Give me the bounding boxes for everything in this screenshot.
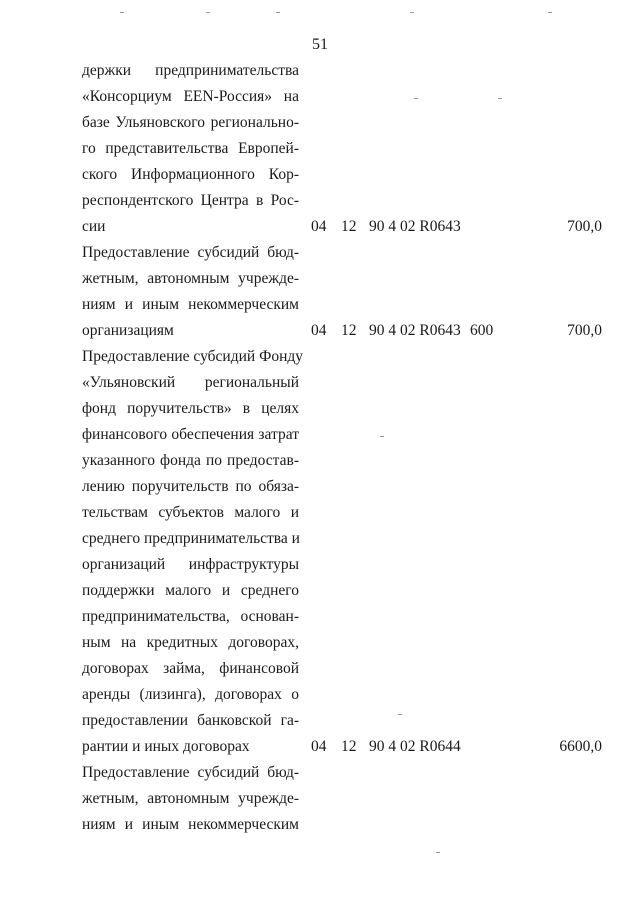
target-article-code: 90 4 02 R0644 [369,738,461,755]
description-line: предоставлении банковской га- [82,712,299,729]
description-line: жетным, автономным учрежде- [82,270,299,287]
scan-speck [410,12,414,13]
row-description [82,58,299,240]
scan-speck [398,714,402,715]
description-line: указанного фонда по предостав- [82,452,299,469]
description-line: организаций инфраструктуры [82,556,299,573]
table-row [82,58,602,240]
subsection-code: 12 [341,218,357,235]
description-line: ным на кредитных договорах, [82,634,299,651]
description-line: рантии и иных договорах [82,738,250,755]
scan-speck [414,98,418,99]
target-article-code: 90 4 02 R0643 [369,322,461,339]
subsection-code: 12 [341,738,357,755]
table-row [82,344,602,760]
description-line: организациям [82,322,174,339]
description-line: ниям и иным некоммерческим [82,816,299,833]
scan-speck [120,12,124,13]
scan-speck [436,852,440,853]
description-line: лению поручительств по обяза- [82,478,299,495]
amount: 700,0 [567,322,602,339]
description-line: сии [82,218,106,235]
scan-speck [548,12,552,13]
description-line: аренды (лизинга), договорах о [82,686,299,703]
section-code: 04 [311,322,327,339]
subsection-code: 12 [341,322,357,339]
description-line: «Консорциум EEN-Россия» на [82,88,299,105]
description-line: Предоставление субсидий бюд- [82,244,299,261]
scan-speck [498,98,502,99]
table-row [82,760,602,838]
scan-speck [380,436,384,437]
table-row [82,240,602,344]
row-description [82,344,303,760]
description-line: тельствам субъектов малого и [82,504,299,521]
description-line: ниям и иным некоммерческим [82,296,299,313]
description-line: держки предпринимательства [82,62,299,79]
description-line: Предоставление субсидий бюд- [82,764,299,781]
description-line: жетным, автономным учрежде- [82,790,299,807]
page-number: 51 [312,36,328,53]
description-line: предпринимательства, основан- [82,608,299,625]
description-line: Предоставление субсидий Фонду [82,348,303,365]
description-line: среднего предпринимательства и [82,530,300,547]
row-description [82,760,299,838]
description-line: финансового обеспечения затрат [82,426,299,443]
description-line: респондентского Центра в Рос- [82,192,299,209]
description-line: фонд поручительств» в целях [82,400,299,417]
description-line: поддержки малого и среднего [82,582,299,599]
amount: 700,0 [567,218,602,235]
section-code: 04 [311,218,327,235]
description-line: го представительства Европей- [82,140,299,157]
scan-speck [206,12,210,13]
target-article-code: 90 4 02 R0643 [369,218,461,235]
section-code: 04 [311,738,327,755]
description-line: базе Ульяновского регионально- [82,114,299,131]
description-line: ского Информационного Кор- [82,166,299,183]
scan-speck [276,12,280,13]
description-line: договорах займа, финансовой [82,660,299,677]
description-line: «Ульяновский региональный [82,374,299,391]
row-description [82,240,299,344]
expense-type-code: 600 [470,322,494,339]
amount: 6600,0 [559,738,602,755]
